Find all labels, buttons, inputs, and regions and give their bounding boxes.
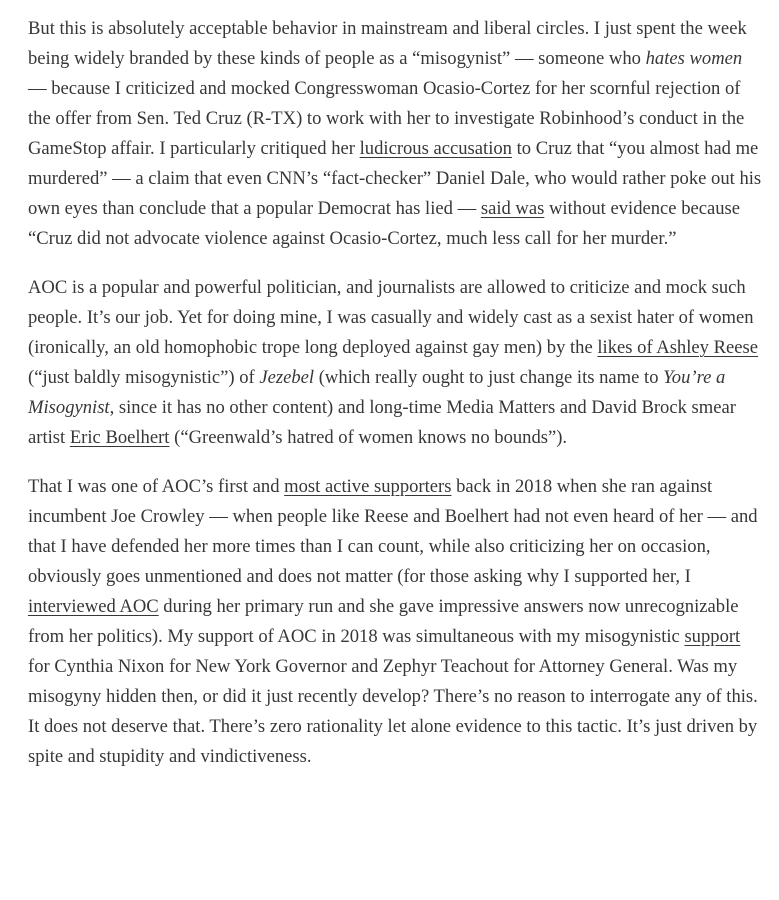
link-interviewed-aoc[interactable]: interviewed AOC: [28, 596, 159, 617]
p1-text-2: — because I criticized and mocked Congresswoman Ocasio-Cortez for her scornful rejection of the offer from Sen. Ted Cruz (R-TX) to work with her to investigate Robinhood’s conduct in the GameStop affair. I particularly critiqued her: [28, 78, 745, 159]
p2-text-2: (“just baldly misogynistic”) of: [28, 367, 260, 388]
link-eric-boelhert[interactable]: Eric Boelhert: [69, 427, 170, 448]
p2-text-3: (which really ought to just change its name to: [314, 367, 664, 388]
p2-text-5: (“Greenwald’s hatred of women knows no bounds”).: [169, 427, 568, 448]
link-ludicrous-accusation[interactable]: ludicrous accusation: [359, 138, 512, 159]
paragraph-2: [28, 273, 763, 453]
link-most-active-supporters[interactable]: most active supporters: [284, 476, 452, 497]
p2-emphasis-jezebel: Jezebel: [259, 367, 315, 388]
link-said-was[interactable]: said was: [480, 198, 545, 219]
p3-text-3: during her primary run and she gave impressive answers now unrecognizable from her politics). My support of AOC in 2018 was simultaneous with my misogynistic: [28, 596, 739, 647]
p1-text-1: But this is absolutely acceptable behavior in mainstream and liberal circles. I just spent the week being widely branded by these kinds of people as a “misogynist” — someone who: [28, 18, 747, 69]
link-support[interactable]: support: [684, 626, 741, 647]
paragraph-3: [28, 472, 763, 772]
p1-text-3: to Cruz that “you almost had me murdered” — a claim that even CNN’s “fact-checker” Daniel Dale, who would rather poke out his own eyes than conclude that a popular Democrat has lied —: [28, 138, 762, 219]
p2-emphasis-youre-a-misogynist: You’re a Misogynist: [28, 367, 726, 418]
p3-text-4: for Cynthia Nixon for New York Governor and Zephyr Teachout for Attorney General. Was my misogyny hidden then, or did it just recently develop? There’s no reason to interrogate any of this. It does not deserve that. There’s zero rationality let alone evidence to this tactic. It’s just driven by spite and stupidity and vindictiveness.: [28, 656, 758, 767]
p1-text-4: without evidence because “Cruz did not advocate violence against Ocasio-Cortez, much less call for her murder.”: [28, 198, 741, 249]
p1-emphasis-hates-women: hates women: [645, 48, 743, 69]
paragraph-1: [28, 14, 763, 254]
article-body: [28, 14, 763, 791]
p3-text-1: That I was one of AOC’s first and: [28, 476, 285, 497]
p2-text-4: , since it has no other content) and long-time Media Matters and David Brock smear artist: [28, 397, 736, 448]
link-likes-of-ashley-reese[interactable]: likes of Ashley Reese: [597, 337, 758, 358]
p2-text-1: AOC is a popular and powerful politician, and journalists are allowed to criticize and mock such people. It’s our job. Yet for doing mine, I was casually and widely cast as a sexist hater of women (ironically, an old homophobic trope long deployed against gay men) by the: [28, 277, 754, 358]
p3-text-2: back in 2018 when she ran against incumbent Joe Crowley — when people like Reese and Boelhert had not even heard of her — and that I have defended her more times than I can count, while also criticizing her on occasion, obviously goes unmentioned and does not matter (for those asking why I supported her, I: [28, 476, 758, 587]
